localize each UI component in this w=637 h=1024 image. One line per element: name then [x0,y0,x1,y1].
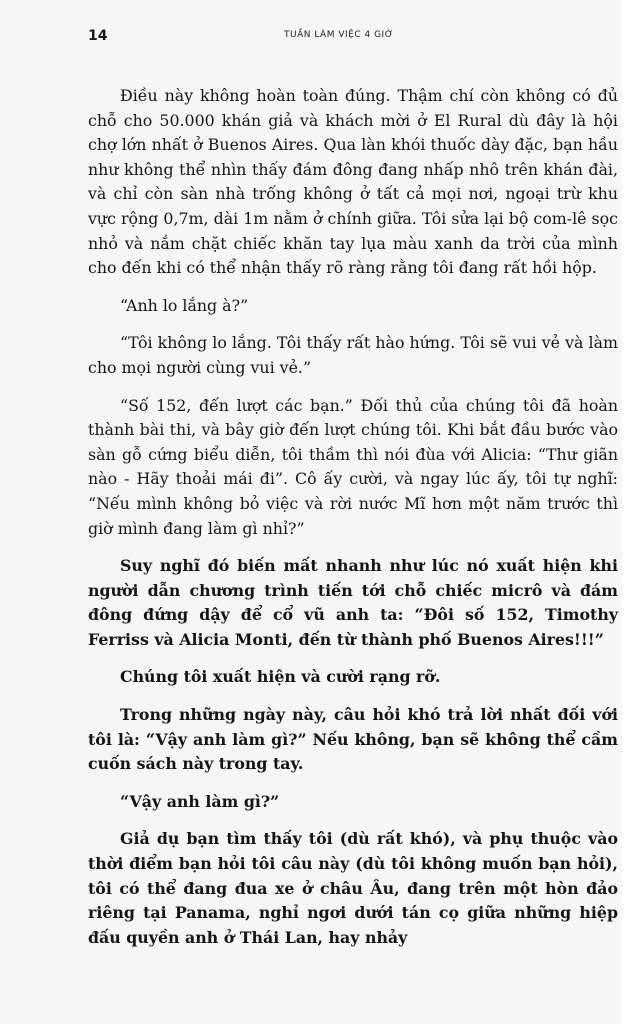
paragraph: Chúng tôi xuất hiện và cười rạng rỡ. [120,667,441,687]
paragraph: “Vậy anh làm gì?” [120,791,280,811]
paragraph: Giả dụ bạn tìm thấy tôi (dù rất khó), và phụ thuộc vào thời điểm bạn hỏi tôi câu này (dù tôi không muốn bạn hỏi), tôi có thể đang đua xe ở châu Âu, đang trên một hòn đảo riêng tại Panama, nghỉ ngơi dưới tán cọ giữa những hiệp đấu quyền anh ở Thái Lan, hay nhảy [88,829,618,947]
page-number: 14 [88,28,108,44]
page-edge [622,0,637,1024]
page-header [64,24,599,50]
paragraph: “Anh lo lắng à?” [120,295,249,315]
body-text [88,84,618,963]
paragraph: Suy nghĩ đó biến mất nhanh như lúc nó xuất hiện khi người dẫn chương trình tiến tới chỗ chiếc micrô và đám đông đứng dậy để cổ vũ anh ta: “Đôi số 152, Timothy Ferriss và Alicia Monti, đến từ thành phố Buenos Aires!!!” [88,556,618,649]
paragraph: “Số 152, đến lượt các bạn.” Đối thủ của chúng tôi đã hoàn thành bài thi, và bây giờ đến lượt chúng tôi. Khi bắt đầu bước vào sàn gỗ cứng biểu diễn, tôi thầm thì nói đùa với Alicia: “Thư giãn nào - Hãy thoải mái đi”. Cô ấy cười, và ngay lúc ấy, tôi tự nghĩ: “Nếu mình không bỏ việc và rời nước Mĩ hơn một năm trước thì giờ mình đang làm gì nhỉ?” [88,395,618,538]
running-title: TUẦN LÀM VIỆC 4 GIỜ [284,30,394,40]
paragraph: Trong những ngày này, câu hỏi khó trả lời nhất đối với tôi là: “Vậy anh làm gì?” Nếu không, bạn sẽ không thể cầm cuốn sách này trong tay. [88,705,618,774]
paragraph: Điều này không hoàn toàn đúng. Thậm chí còn không có đủ chỗ cho 50.000 khán giả và khách mời ở El Rural dù đây là hội chợ lớn nhất ở Buenos Aires. Qua làn khói thuốc dày đặc, bạn hầu như không thể nhìn thấy đám đông đang nhấp nhô trên khán đài, và chỉ còn sàn nhà trống không ở tất cả mọi nơi, ngoại trừ khu vực rộng 0,7m, dài 1m nằm ở chính giữa. Tôi sửa lại bộ com-lê sọc nhỏ và nắm chặt chiếc khăn tay lụa màu xanh da trời của mình cho đến khi có thể nhận thấy rõ ràng rằng tôi đang rất hồi hộp. [88,86,618,278]
paragraph: “Tôi không lo lắng. Tôi thấy rất hào hứng. Tôi sẽ vui vẻ và làm cho mọi người cùng vui vẻ.” [88,333,618,377]
